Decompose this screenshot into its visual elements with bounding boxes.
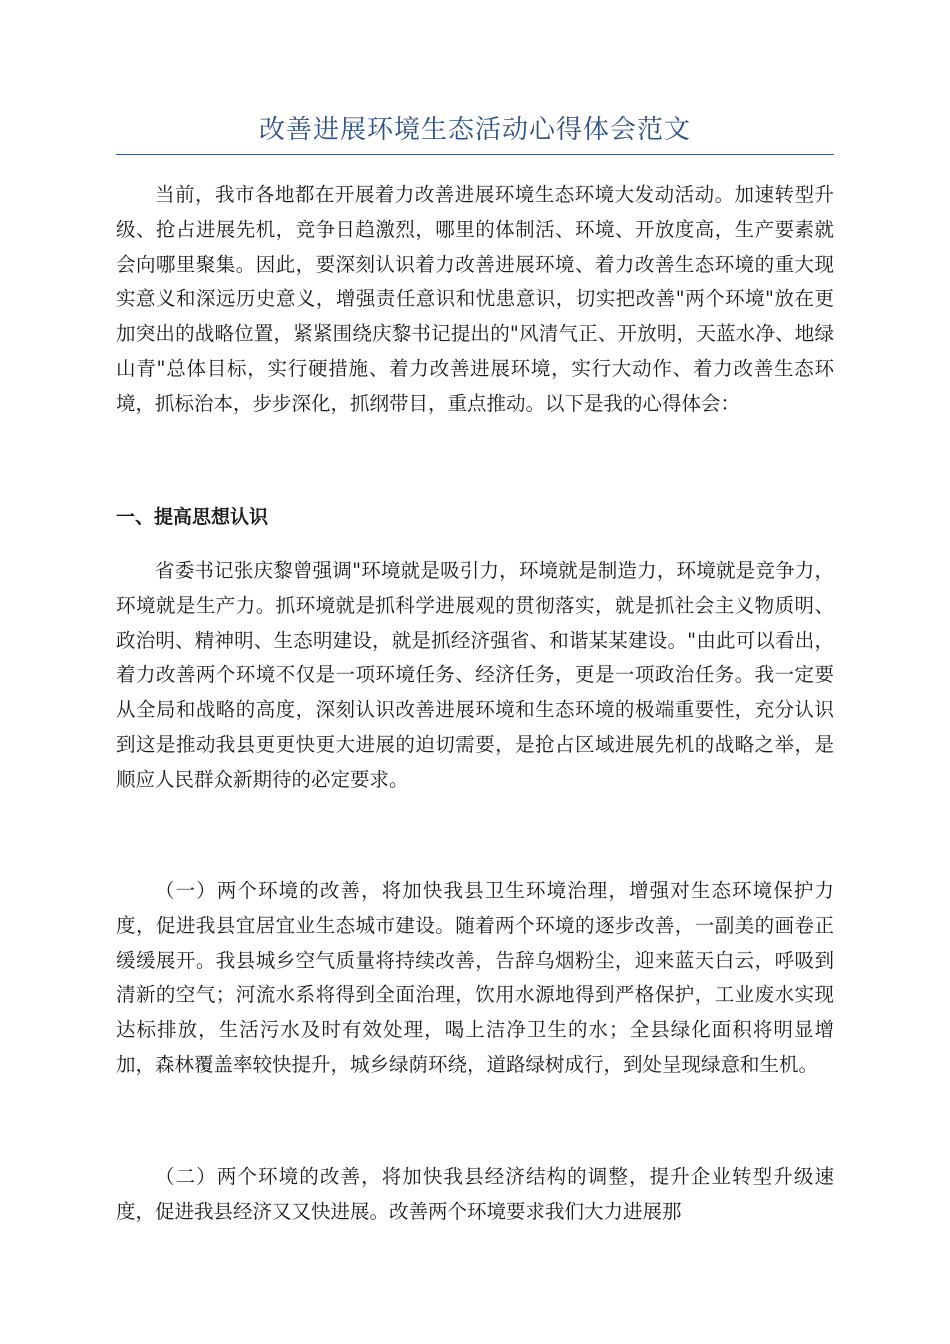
section-heading: 一、提高思想认识	[116, 506, 269, 528]
intro-paragraph: 当前，我市各地都在开展着力改善进展环境生态环境大发动活动。加速转型升级、抢占进展先机，竞争日趋激烈，哪里的体制活、环境、开放度高，生产要素就会向哪里聚集。因此，要深刻认识着力改善进展环境、着力改善生态环境的重大现实意义和深远历史意义，增强责任意识和忧患意识，切实把改善"两个环境"放在更加突出的战略位置，紧紧围绕庆黎书记提出的"风清气正、开放明，天蓝水净、地绿山青"总体目标，实行硬措施、着力改善进展环境，实行大动作、着力改善生态环境，抓标治本，步步深化，抓纲带目，重点推动。以下是我的心得体会：	[116, 183, 834, 415]
document-title: 改善进展环境生态活动心得体会范文	[258, 115, 691, 145]
section-paragraph-2: （一）两个环境的改善，将加快我县卫生环境治理，增强对生态环境保护力度，促进我县宜居宜业生态城市建设。随着两个环境的逐步改善，一副美的画卷正缓缓展开。我县城乡空气质量将持续改善，告辞乌烟粉尘，迎来蓝天白云，呼吸到清新的空气；河流水系将得到全面治理，饮用水源地得到严格保护，工业废水实现达标排放，生活污水及时有效处理，喝上洁净卫生的水；全县绿化面积将明显增加，森林覆盖率较快提升，城乡绿荫环绕，道路绿树成行，到处呈现绿意和生机。	[116, 879, 834, 1076]
section-paragraph-1: 省委书记张庆黎曾强调"环境就是吸引力，环境就是制造力，环境就是竞争力，环境就是生产力。抓环境就是抓科学进展观的贯彻落实，就是抓社会主义物质明、政治明、精神明、生态明建设，就是抓经济强省、和谐某某建设。"由此可以看出，着力改善两个环境不仅是一项环境任务、经济任务，更是一项政治任务。我一定要从全局和战略的高度，深刻认识改善进展环境和生态环境的极端重要性，充分认识到这是推动我县更更快更大进展的迫切需要，是抢占区域进展先机的战略之举，是顺应人民群众新期待的必定要求。	[116, 559, 834, 791]
title-underline	[116, 154, 834, 155]
section-paragraph-3: （二）两个环境的改善，将加快我县经济结构的调整，提升企业转型升级速度，促进我县经济又又快进展。改善两个环境要求我们大力进展那	[116, 1165, 834, 1223]
